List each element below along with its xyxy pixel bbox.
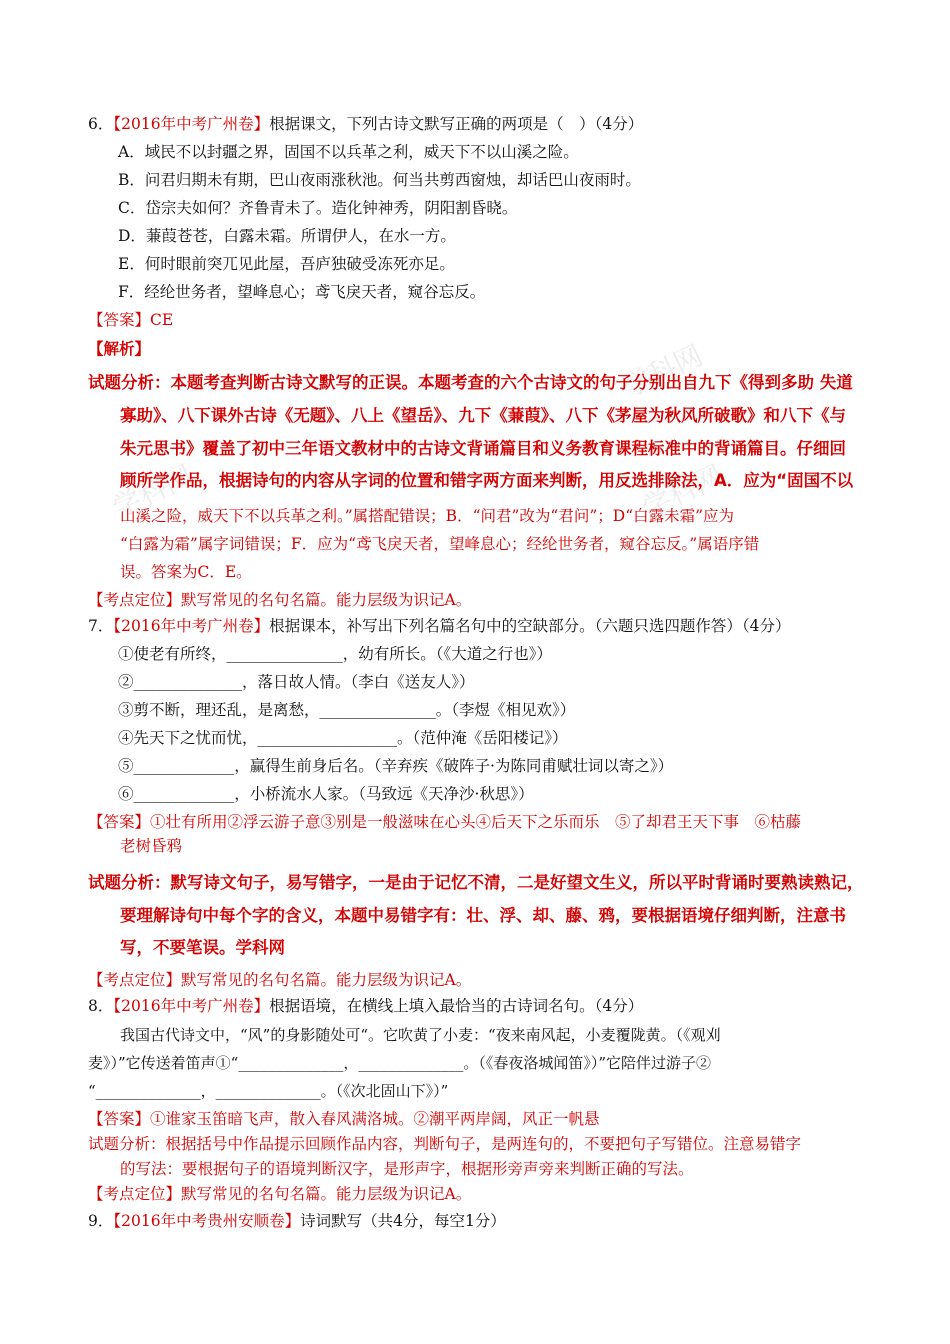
watermark: 学科网 <box>107 458 198 525</box>
q9-number: 9． <box>88 1212 114 1230</box>
q6-stem: 根据课文，下列古诗文默写正确的两项是（ ）（4分） <box>269 115 644 133</box>
q8-passage-line: “______________，______________。（《次北固山下》）” <box>88 1082 449 1100</box>
q6-option-b: B．问君归期未有期，巴山夜雨涨秋池。何当共剪西窗烛，却话巴山夜雨时。 <box>118 171 641 189</box>
q9-stem: 诗词默写（共4分，每空1分） <box>300 1212 506 1230</box>
q6-analysis-line: 寡助》、八下课外古诗《无题》、八上《望岳》、九下《蒹葭》、八下《茅屋为秋风所破歌》和八下《与 <box>120 406 846 425</box>
q6-analysis-line: “白露为霜”属字词错误；F．应为“鸢飞戾天者，望峰息心；经纶世务者，窥谷忘反。”属语序错 <box>120 535 760 553</box>
q7-stem: 根据课本，补写出下列名篇名句中的空缺部分。（六题只选四题作答）（4分） <box>269 617 791 635</box>
q6-analysis-line: 试题分析：本题考查判断古诗文默写的正误。本题考查的六个古诗文的句子分别出自九下《得到多助 失道 <box>88 373 853 392</box>
q6-source-tag: 【2016年中考广州卷】 <box>113 115 270 133</box>
q8-source-tag: 【2016年中考广州卷】 <box>113 997 270 1015</box>
q7-heading <box>88 615 790 637</box>
q7-item: ②______________，落日故人情。（李白《送友人》） <box>118 673 475 691</box>
q6-analysis-line: 顾所学作品，根据诗句的内容从字词的位置和错字两方面来判断，用反选排除法，A．应为“固国不以 <box>120 471 854 490</box>
q6-option-d: D．蒹葭苍苍，白露未霜。所谓伊人，在水一方。 <box>118 227 456 245</box>
q6-answer-value: CE <box>150 311 174 329</box>
watermark: 学科网 <box>637 458 728 525</box>
q7-point <box>88 969 471 991</box>
q7-item: ⑤_____________，赢得生前身后名。（辛弃疾《破阵子·为陈同甫赋壮词以寄之》） <box>118 757 674 775</box>
q7-item: ③剪不断，理还乱，是离愁，_______________。（李煜《相见欢》） <box>118 701 576 719</box>
q7-item: ⑥_____________，小桥流水人家。（马致远《天净沙·秋思》） <box>118 785 534 803</box>
q6-option-f: F．经纶世务者，望峰息心；鸢飞戾天者，窥谷忘反。 <box>118 283 486 301</box>
q7-item: ①使老有所终，_______________，幼有所长。（《大道之行也》） <box>118 645 553 663</box>
q8-stem: 根据语境，在横线上填入最恰当的古诗词名句。（4分） <box>269 997 644 1015</box>
q6-point <box>88 589 471 611</box>
q8-heading <box>88 995 643 1017</box>
q8-answer <box>88 1108 600 1130</box>
q8-answer-label: 【答案】 <box>88 1110 151 1128</box>
q6-analysis-label: 【解析】 <box>88 339 151 358</box>
q7-answer-value: ①壮有所用②浮云游子意③别是一般滋味在心头④后天下之乐而乐 ⑤了却君王天下事 ⑥枯藤 <box>150 813 802 831</box>
q6-option-c: C．岱宗夫如何？齐鲁青未了。造化钟神秀，阴阳割昏晓。 <box>118 199 518 217</box>
q8-point <box>88 1183 471 1205</box>
q6-analysis-line: 朱元思书》覆盖了初中三年语文教材中的古诗文背诵篇目和义务教育课程标准中的背诵篇目。仔细回 <box>120 439 846 458</box>
q7-point-text: 默写常见的名句名篇。能力层级为识记A。 <box>181 971 472 989</box>
q7-analysis-line: 写，不要笔误。学科网 <box>120 938 285 957</box>
watermark: 学科网 <box>617 338 708 405</box>
q8-number: 8． <box>88 997 114 1015</box>
q8-passage-line: 我国古代诗文中，“风”的身影随处可“。它吹黄了小麦：“夜来南风起，小麦覆陇黄。（《观刈 <box>120 1026 721 1044</box>
q6-analysis-line: 山溪之险，威天下不以兵革之利。”属搭配错误；B．“问君”改为“君问”；D“白露未霜”应为 <box>120 507 735 525</box>
q7-number: 7． <box>88 617 114 635</box>
q8-point-text: 默写常见的名句名篇。能力层级为识记A。 <box>181 1185 472 1203</box>
q7-item: ④先天下之忧而忧，__________________。（范仲淹《岳阳楼记》） <box>118 729 568 747</box>
q7-answer-continued: 老树昏鸦 <box>120 837 183 855</box>
q7-point-label: 【考点定位】 <box>88 971 182 989</box>
q9-heading <box>88 1210 506 1232</box>
q8-analysis-line: 的写法：要根据句子的语境判断汉字，是形声字，根据形旁声旁来判断正确的写法。 <box>120 1160 694 1178</box>
q8-point-label: 【考点定位】 <box>88 1185 182 1203</box>
q6-point-text: 默写常见的名句名篇。能力层级为识记A。 <box>181 591 472 609</box>
q8-answer-value: ①谁家玉笛暗飞声，散入春风满洛城。②潮平两岸阔，风正一帆悬 <box>150 1110 600 1128</box>
q7-analysis-line: 试题分析：默写诗文句子，易写错字，一是由于记忆不清，二是好望文生义，所以平时背诵时要熟读熟记， <box>88 873 864 892</box>
q7-source-tag: 【2016年中考广州卷】 <box>113 617 270 635</box>
q6-number: 6． <box>88 115 114 133</box>
q8-passage-line: 麦》）”它传送着笛声①“______________，______________。（《春夜洛城闻笛》）”它陪伴过游子② <box>88 1054 712 1072</box>
q6-answer <box>88 309 173 331</box>
q8-analysis-line: 试题分析：根据括号中作品提示回顾作品内容，判断句子，是两连句的，不要把句子写错位。注意易错字 <box>88 1135 802 1153</box>
q6-point-label: 【考点定位】 <box>88 591 182 609</box>
q9-source-tag: 【2016年中考贵州安顺卷】 <box>113 1212 301 1230</box>
q6-heading <box>88 113 643 135</box>
q6-answer-label: 【答案】 <box>88 311 151 329</box>
q7-analysis-line: 要理解诗句中每个字的含义，本题中易错字有：壮、浮、却、藤、鸦，要根据语境仔细判断，注意书 <box>120 906 846 925</box>
q7-answer <box>88 811 801 833</box>
q6-analysis-line: 误。答案为C．E。 <box>120 563 252 581</box>
q6-option-e: E．何时眼前突兀见此屋，吾庐独破受冻死亦足。 <box>118 255 455 273</box>
q6-option-a: A．域民不以封疆之界，固国不以兵革之利，威天下不以山溪之险。 <box>118 143 579 161</box>
q7-answer-label: 【答案】 <box>88 813 151 831</box>
